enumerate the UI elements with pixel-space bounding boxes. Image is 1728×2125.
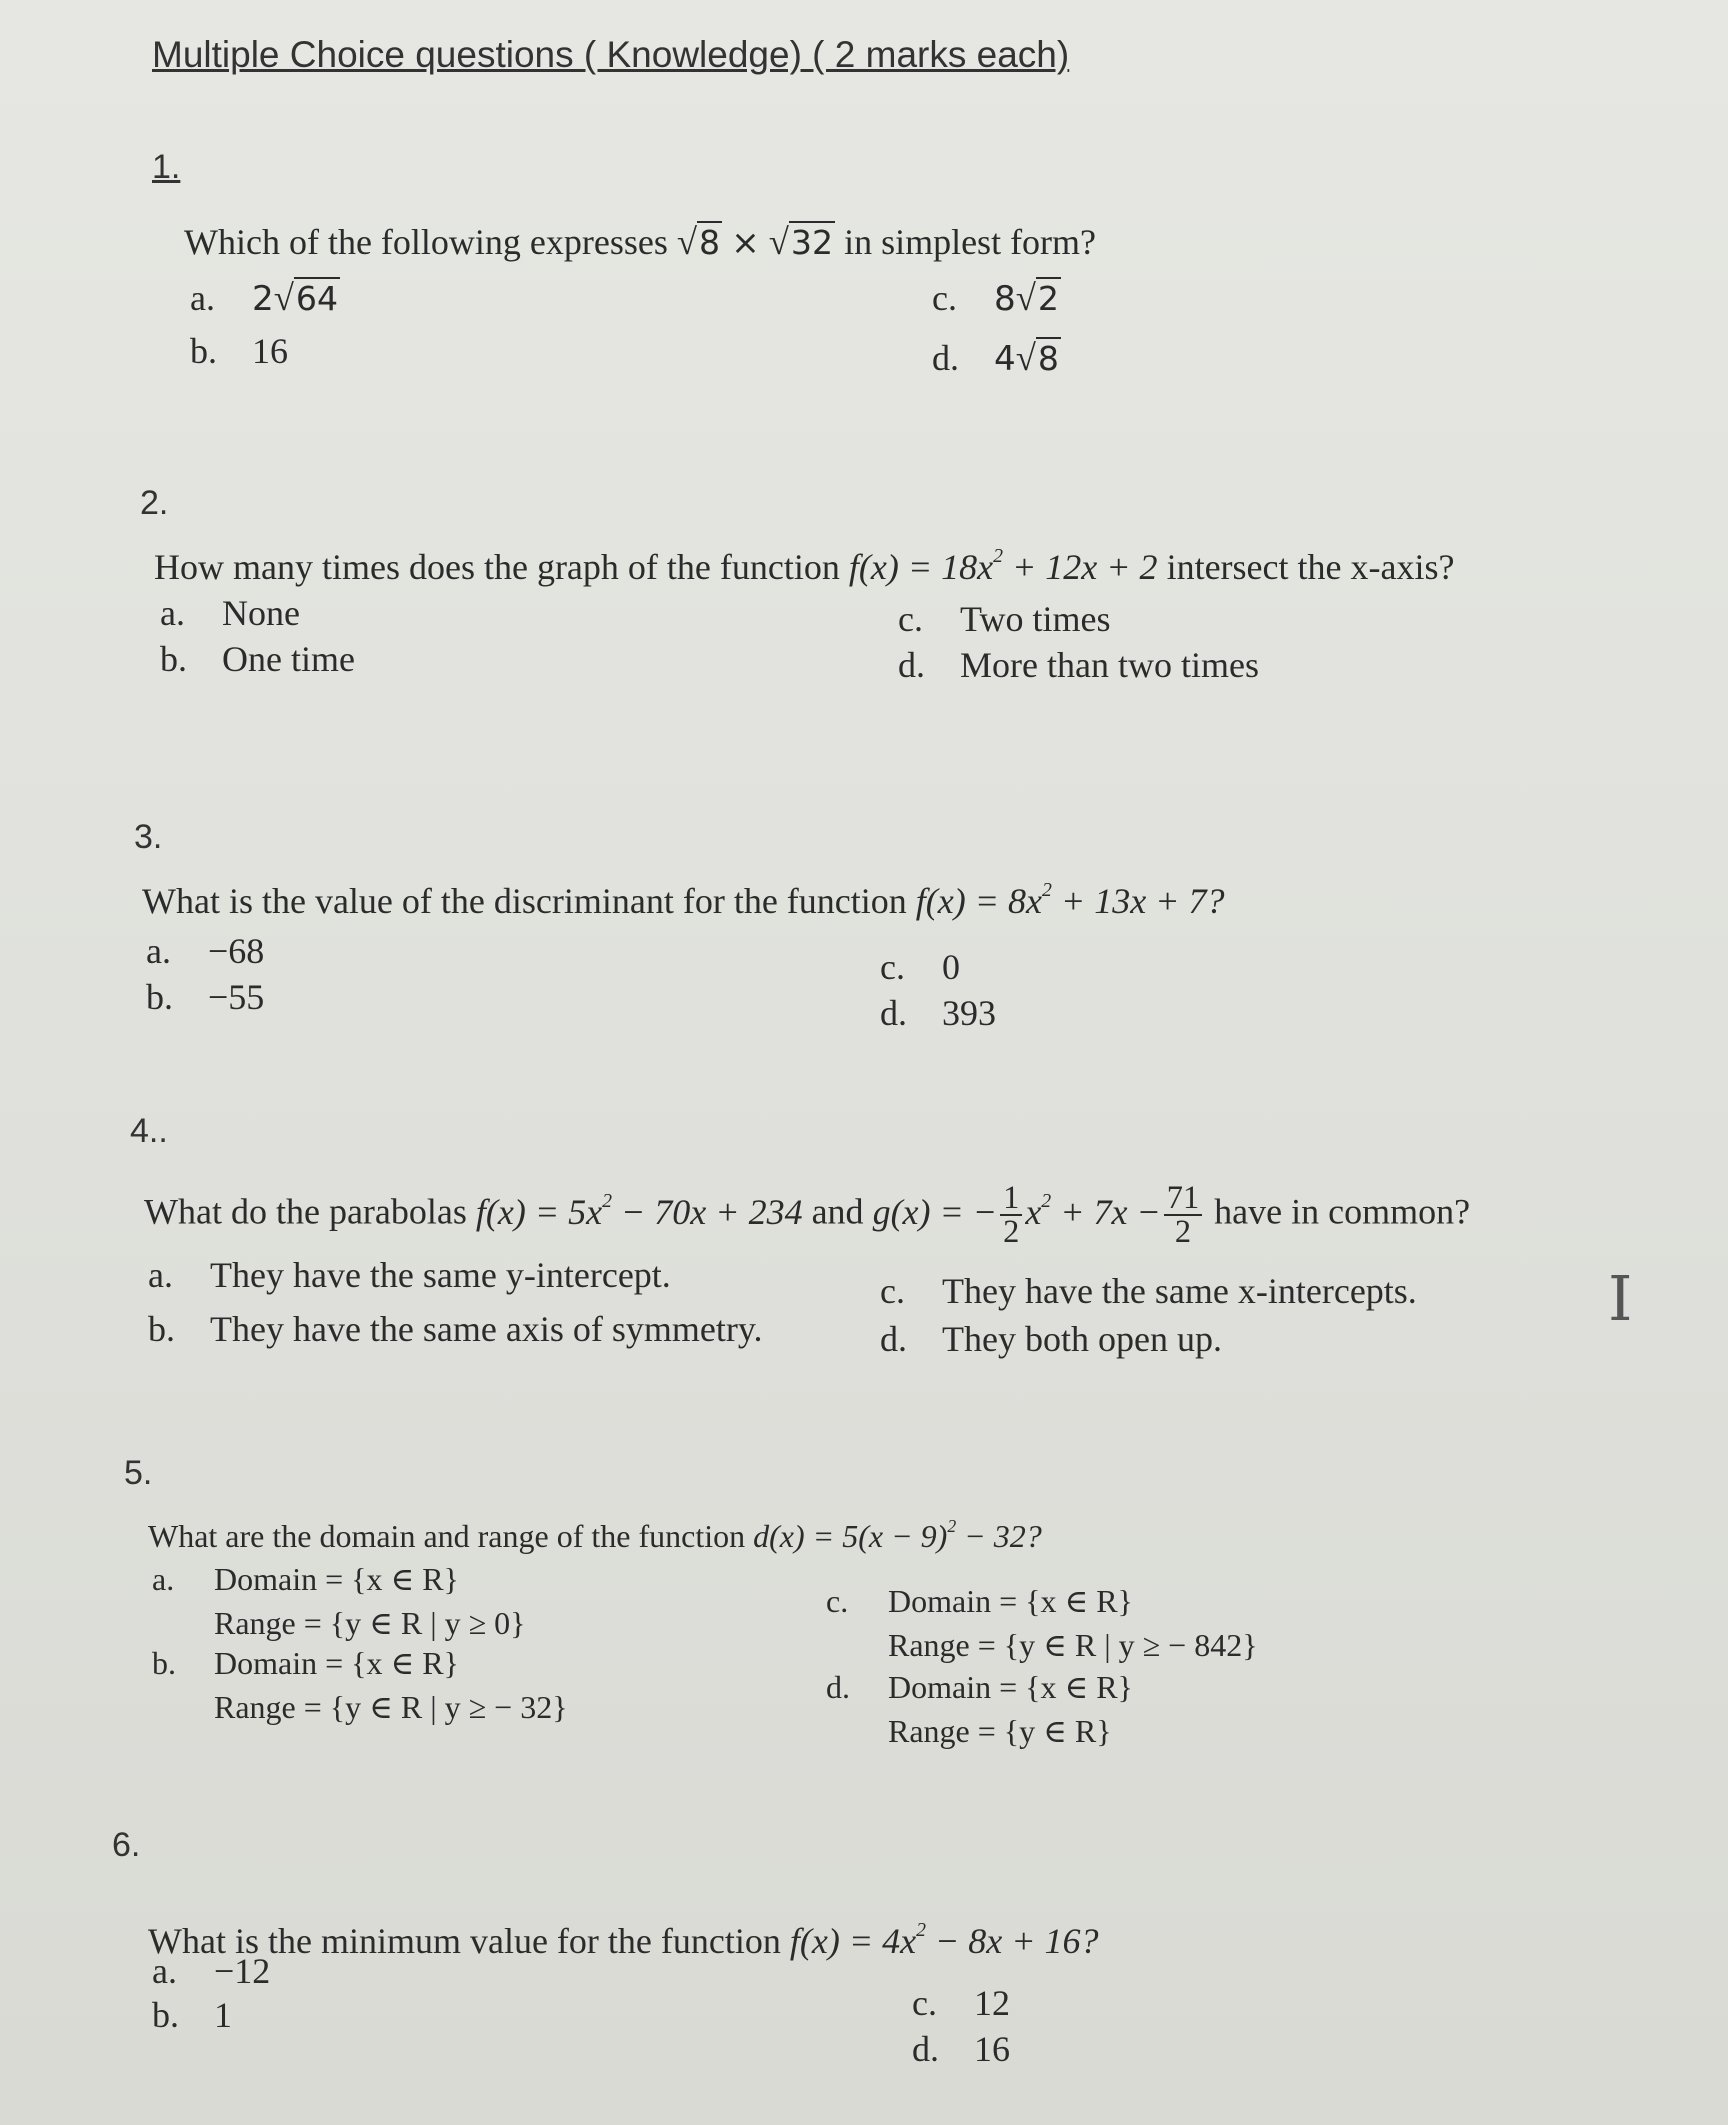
question-1-number: 1.: [152, 148, 181, 186]
q1-option-a[interactable]: a. 2√64: [190, 277, 339, 319]
q3-function: $f(x) = 8x^2 + 13x + 7$?: [915, 879, 1225, 921]
question-4-number: 4..: [130, 1112, 168, 1150]
question-3-stem: What is the value of the discriminant for the function $f(x) = 8x^2 + 13x + 7$?: [142, 879, 1225, 921]
q1-radical-1: √8: [676, 221, 721, 262]
question-6-number: 6.: [112, 1826, 141, 1864]
q1-stem-text: Which of the following expresses: [184, 222, 668, 262]
option-letter: d.: [932, 338, 959, 378]
page-title: Multiple Choice questions ( Knowledge) ( 2 marks each): [152, 34, 1070, 75]
q1-option-c[interactable]: c. 8√2: [932, 277, 1059, 319]
question-4-stem: What do the parabolas $f(x) = 5x^2 - 70x + 234$ and g(x) = − $\frac{1}{2}$ $x^2 + 7x$ − $\frac{71}{2}$ have in common?: [144, 1180, 1471, 1251]
q1-option-d[interactable]: d. 4√8: [932, 337, 1059, 379]
q6-option-b[interactable]: b. 1: [152, 1995, 232, 2035]
q2-option-a[interactable]: a. None: [160, 593, 300, 633]
q3-option-b[interactable]: b. −55: [146, 977, 265, 1017]
q6-option-d[interactable]: d. 16: [912, 2029, 1010, 2069]
question-2-number: 2.: [140, 484, 169, 522]
q5-option-a[interactable]: a. Domain = {x ∈ R} Range = {y ∈ R | y ≥ 0}: [152, 1561, 526, 1641]
q6-function: $f(x) = 4x^2 - 8x + 16$?: [789, 1919, 1099, 1961]
option-letter: a.: [190, 278, 215, 318]
q1-times: ×: [731, 223, 760, 263]
q3-option-c[interactable]: c. 0: [880, 947, 960, 987]
q4-function-g: g(x) = − $\frac{1}{2}$ $x^2 + 7x$ − $\frac{71}{2}$: [873, 1192, 1206, 1232]
q5-option-c[interactable]: c. Domain = {x ∈ R} Range = {y ∈ R | y ≥ − 842}: [826, 1583, 1258, 1663]
question-2-stem: How many times does the graph of the function $f(x) = 18x^2 + 12x + 2$ intersect the x-axis?: [154, 545, 1455, 587]
question-5-number: 5.: [124, 1454, 153, 1492]
q1-radical-2: √32: [768, 221, 834, 262]
question-6-stem: What is the minimum value for the function $f(x) = 4x^2 - 8x + 16$?: [148, 1919, 1099, 1961]
q5-option-b[interactable]: b. Domain = {x ∈ R} Range = {y ∈ R | y ≥ − 32}: [152, 1645, 568, 1725]
q4-option-c[interactable]: c. They have the same x-intercepts.: [880, 1271, 1417, 1311]
q4-option-a[interactable]: a. They have the same y-intercept.: [148, 1255, 671, 1295]
q1-option-b[interactable]: b. 16: [190, 331, 288, 371]
q2-function: $f(x) = 18x^2 + 12x + 2$: [848, 545, 1158, 587]
option-letter: c.: [932, 278, 957, 318]
question-1-stem: [184, 220, 1096, 263]
q1-stem-after: in simplest form?: [844, 222, 1097, 262]
q4-option-b[interactable]: b. They have the same axis of symmetry.: [148, 1309, 763, 1349]
q6-option-c[interactable]: c. 12: [912, 1983, 1010, 2023]
q5-function: $d(x) = 5(x - 9)^2 - 32$?: [753, 1516, 1042, 1554]
q4-option-d[interactable]: d. They both open up.: [880, 1319, 1222, 1359]
q6-option-a[interactable]: a. −12: [152, 1951, 271, 1991]
q5-option-d[interactable]: d. Domain = {x ∈ R} Range = {y ∈ R}: [826, 1669, 1133, 1749]
q3-option-d[interactable]: d. 393: [880, 993, 996, 1033]
option-letter: b.: [190, 331, 217, 371]
text-cursor-icon: I: [1608, 1262, 1633, 1335]
q2-option-d[interactable]: d. More than two times: [898, 645, 1259, 685]
question-5-stem: What are the domain and range of the function $d(x) = 5(x - 9)^2 - 32$?: [148, 1516, 1042, 1554]
question-3-number: 3.: [134, 818, 163, 856]
q3-option-a[interactable]: a. −68: [146, 931, 265, 971]
q2-option-c[interactable]: c. Two times: [898, 599, 1111, 639]
q2-option-b[interactable]: b. One time: [160, 639, 355, 679]
q4-function-f: $f(x) = 5x^2 - 70x + 234$: [475, 1189, 803, 1232]
